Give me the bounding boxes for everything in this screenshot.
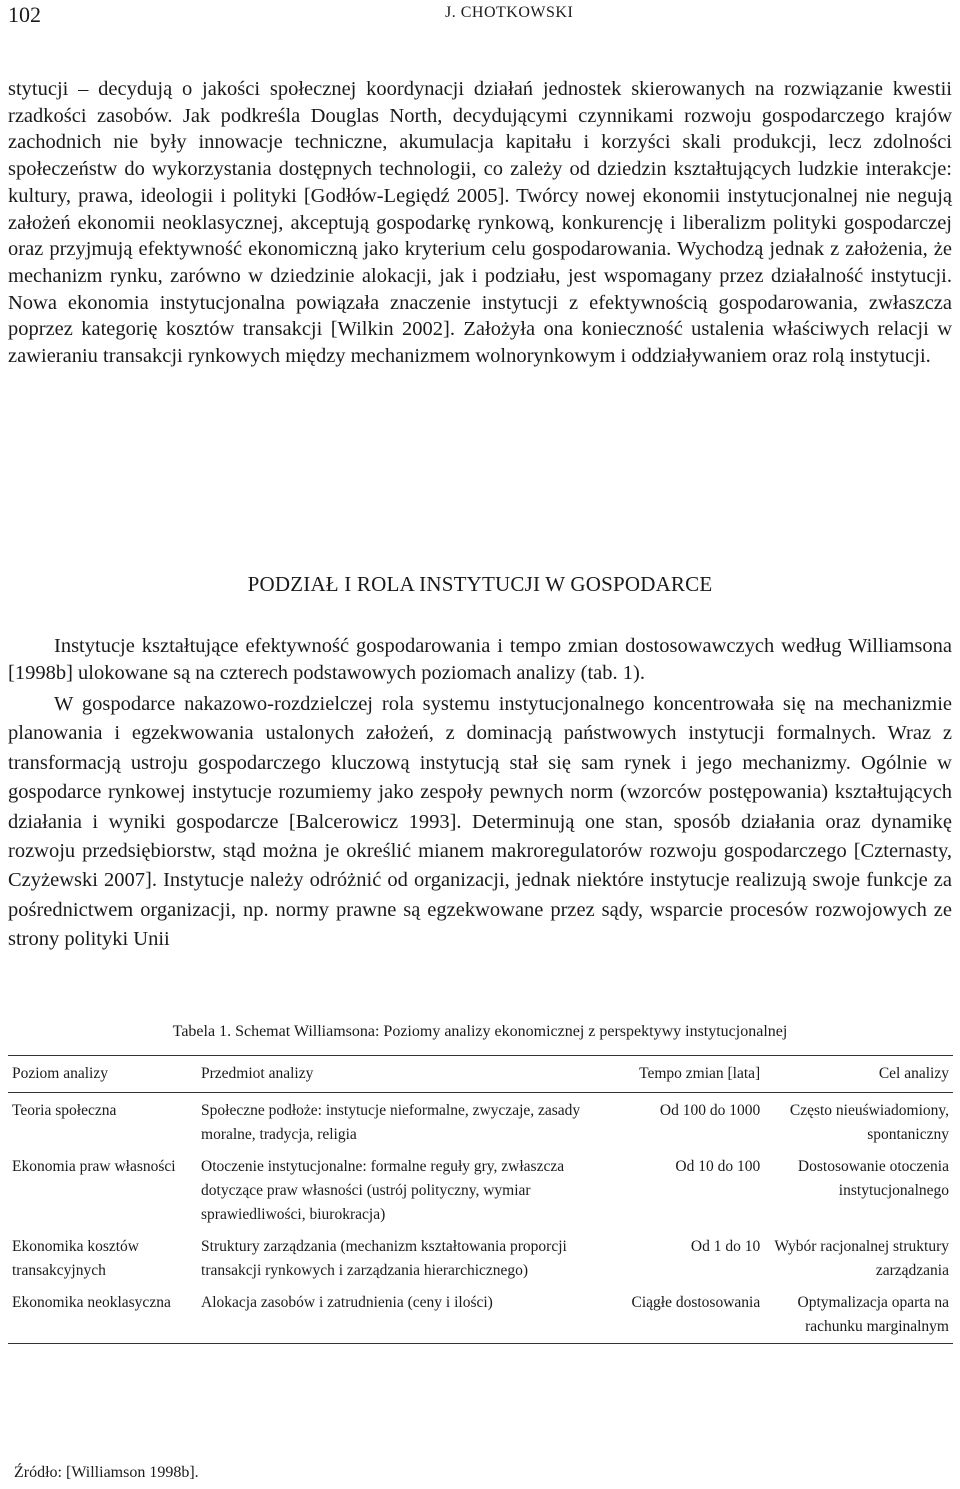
- table-cell: Często nieuświadomiony, spontaniczny: [789, 1102, 949, 1143]
- table-row: [8, 1093, 953, 1150]
- williamson-table: [8, 1055, 953, 1344]
- table-cell: Ciągłe dostosowania: [591, 1285, 764, 1344]
- table-cell: Ekonomika neoklasyczna: [8, 1285, 189, 1344]
- page-number: 102: [8, 2, 41, 27]
- table-cell: Alokacja zasobów i zatrudnienia (ceny i ilości): [189, 1285, 591, 1344]
- header-cell-subject: Przedmiot analizy: [189, 1056, 591, 1093]
- section-heading: PODZIAŁ I ROLA INSTYTUCJI W GOSPODARCE: [247, 572, 713, 596]
- table-cell: Teoria społeczna: [12, 1102, 117, 1119]
- page-header: [0, 0, 960, 36]
- table-cell: Od 1 do 10: [690, 1238, 761, 1255]
- table-row: [8, 1229, 953, 1285]
- table-cell: Społeczne podłoże: instytucje nieformalne, zwyczaje, zasady moralne, tradycja, religia: [201, 1102, 581, 1143]
- header-cell-tempo: Tempo zmian [lata]: [591, 1056, 764, 1093]
- table-cell: Wybór racjonalnej struktury zarządzania: [774, 1238, 949, 1279]
- table-row: [8, 1285, 953, 1344]
- body-paragraph-2: Instytucje kształtujące efektywność gospodarowania i tempo zmian dostosowawczych według Williamsona [1998b] ulokowane są na czterech podstawowych poziomach analizy (tab. 1).: [8, 635, 952, 684]
- table-cell: Od 10 do 100: [675, 1158, 761, 1175]
- table-caption: Tabela 1. Schemat Williamsona: Poziomy analizy ekonomicznej z perspektywy instytucjonalnej: [172, 1023, 788, 1040]
- body-paragraph-1: stytucji – decydują o jakości społecznej koordynacji działań jednostek skierowanych na rozwiązanie kwestii rzadkości zasobów. Jak podkreśla Douglas North, decydującymi czynnikami rozwoju gospodarczego krajów zachodnich nie były innowacje techniczne, akumulacja kapitału i korzyści skali produkcji, lecz zdolności społeczeństw do wykorzystania dostępnych technologii, co zależy od dziedzin kształtujących ludzkie interakcje: kultury, prawa, ideologii i polityki [Godłów-Legiędź 2005]. Twórcy nowej ekonomii instytucjonalnej nie negują założeń ekonomii neoklasycznej, akceptują gospodarkę rynkową, konkurencję i liberalizm polityki gospodarczej oraz przyjmują efektywność ekonomiczną jako kryterium celu gospodarowania. Wychodzą jednak z założenia, że mechanizm rynku, zarówno w dziedzinie alokacji, jak i podziału, jest wspomagany przez działalność instytucji. Nowa ekonomia instytucjonalna powiązała znaczenie instytucji z efektywnością gospodarowania, zwłaszcza poprzez kategorię kosztów transakcji [Wilkin 2002]. Założyła ona konieczność ustalenia właściwych relacji w zawieraniu transakcji rynkowych między mechanizmem wolnorynkowym i oddziaływaniem oraz rolą instytucji.: [8, 78, 952, 368]
- table-cell: Od 100 do 1000: [659, 1102, 761, 1119]
- table-cell: Struktury zarządzania (mechanizm kształtowania proporcji transakcji rynkowych i zarządzania hierarchicznego): [201, 1238, 567, 1279]
- header-cell-goal: Cel analizy: [764, 1056, 953, 1093]
- table-cell: Optymalizacja oparta na rachunku marginalnym: [764, 1285, 953, 1344]
- table-cell: Ekonomika kosztów transakcyjnych: [12, 1238, 139, 1279]
- running-head: J. CHOTKOWSKI: [445, 4, 574, 21]
- table-cell: Otoczenie instytucjonalne: formalne reguły gry, zwłaszcza dotyczące praw własności (ustrój polityczny, wymiar sprawiedliwości, biurokracja): [201, 1158, 565, 1223]
- table-row: [8, 1149, 953, 1229]
- body-paragraph-3: W gospodarce nakazowo-rozdzielczej rola systemu instytucjonalnego koncentrowała się na mechanizmie planowania i egzekwowania ustalonych założeń, z dominacją państwowych instytucji formalnych. Wraz z transformacją ustroju gospodarczego kluczową instytucją stał się sam rynek i jego mechanizmy. Ogólnie w gospodarce rynkowej instytucje rozumiemy jako zespoły pewnych norm (wzorców postępowania) kształtujących działania i wyniki gospodarcze [Balcerowicz 1993]. Determinują one stan, sposób działania oraz dynamikę rozwoju przedsiębiorstw, stąd można je określić mianem makroregulatorów rozwoju gospodarczego [Czternasty, Czyżewski 2007]. Instytucje należy odróżnić od organizacji, jednak niektóre instytucje realizują swoje funkcje za pośrednictwem organizacji, np. normy prawne są egzekwowane przez sądy, wsparcie procesów rozwojowych ze strony polityki Unii: [8, 693, 952, 951]
- table-cell: Dostosowanie otoczenia instytucjonalnego: [797, 1158, 949, 1199]
- table-cell: Ekonomia praw własności: [12, 1158, 176, 1175]
- table-source: Źródło: [Williamson 1998b].: [14, 1464, 199, 1481]
- header-cell-level: Poziom analizy: [8, 1056, 189, 1093]
- table-header-row: [8, 1056, 953, 1093]
